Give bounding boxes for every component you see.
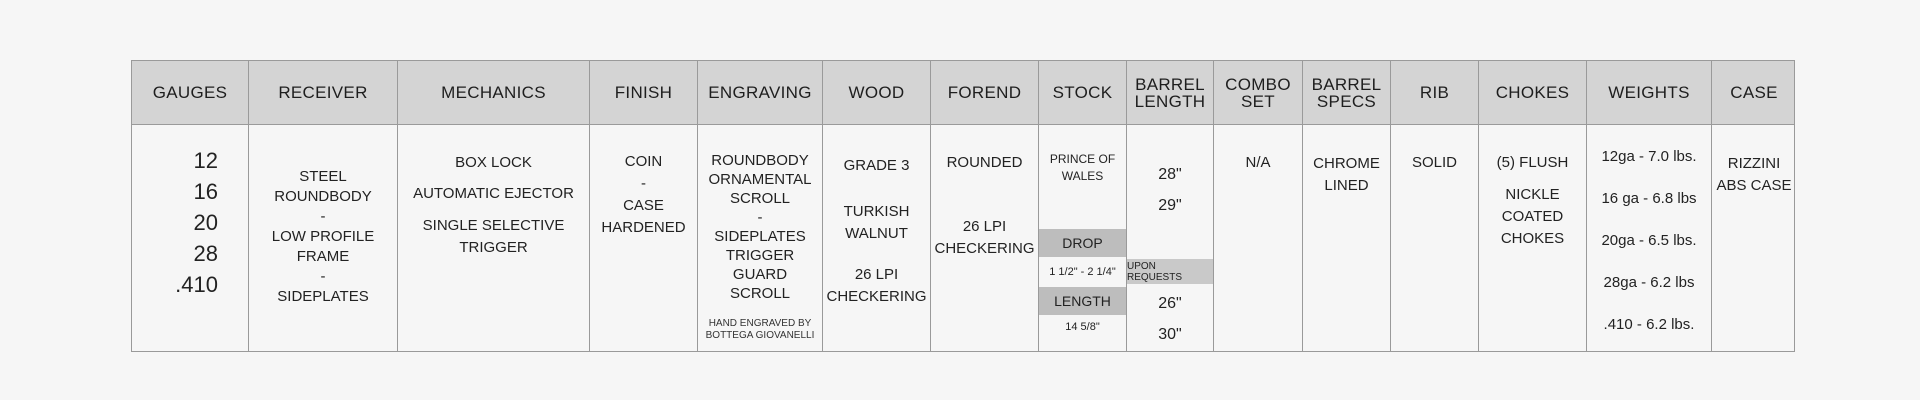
barrel-length-value: 28": [1158, 166, 1182, 183]
weight-value: 28ga - 6.2 lbs: [1603, 274, 1695, 291]
stock-style: PRINCE OF WALES: [1049, 152, 1116, 183]
receiver-text: STEEL ROUNDBODY - LOW PROFILE FRAME - SIDEPLATES: [271, 168, 375, 305]
mechanics-ejector: AUTOMATIC EJECTOR: [413, 185, 574, 202]
barrel-length-value: 30": [1158, 326, 1182, 343]
mechanics-trigger: SINGLE SELECTIVE TRIGGER: [422, 217, 565, 256]
header-finish: FINISH: [614, 83, 673, 102]
chokes-coated: NICKLE COATED CHOKES: [1500, 186, 1565, 247]
header-barrel-specs: BARREL SPECS: [1311, 74, 1382, 111]
gauge-value: .410: [175, 272, 218, 297]
mechanics-box-lock: BOX LOCK: [455, 154, 532, 171]
gauge-value: 12: [193, 148, 218, 173]
header-chokes: CHOKES: [1495, 83, 1570, 102]
header-mechanics: MECHANICS: [441, 83, 546, 102]
barrel-length-note: UPON REQUESTS: [1127, 259, 1213, 284]
wood-species: TURKISH WALNUT: [843, 203, 910, 242]
weight-value: 12ga - 7.0 lbs.: [1601, 148, 1697, 165]
gauge-value: 28: [193, 241, 218, 266]
chokes-flush: (5) FLUSH: [1496, 154, 1569, 171]
wood-checkering: 26 LPI CHECKERING: [826, 266, 927, 305]
stock-drop-value: 1 1/2" - 2 1/4": [1049, 266, 1116, 278]
spec-table: [131, 60, 1795, 352]
barrel-specs-value: CHROME LINED: [1313, 155, 1380, 194]
header-forend: FOREND: [947, 83, 1022, 102]
weight-value: 16 ga - 6.8 lbs: [1601, 190, 1697, 207]
barrel-length-value: 26": [1158, 295, 1182, 312]
header-stock: STOCK: [1052, 83, 1113, 102]
header-case: CASE: [1730, 83, 1778, 102]
engraving-text: ROUNDBODY ORNAMENTAL SCROLL - SIDEPLATES TRIGGER GUARD SCROLL: [708, 152, 812, 302]
header-engraving: ENGRAVING: [708, 83, 812, 102]
combo-set-value: N/A: [1245, 154, 1271, 171]
header-receiver: RECEIVER: [278, 83, 368, 102]
header-barrel-length: BARREL LENGTH: [1134, 74, 1206, 111]
forend-shape: ROUNDED: [946, 154, 1023, 171]
forend-checkering: 26 LPI CHECKERING: [934, 218, 1035, 257]
stock-length-label: LENGTH: [1039, 287, 1126, 315]
gauge-value: 16: [193, 179, 218, 204]
barrel-length-value: 29": [1158, 197, 1182, 214]
weight-value: .410 - 6.2 lbs.: [1603, 316, 1695, 333]
stock-drop-label: DROP: [1039, 229, 1126, 257]
finish-text: COIN - CASE HARDENED: [601, 153, 686, 236]
header-wood: WOOD: [848, 83, 905, 102]
header-combo-set: COMBO SET: [1225, 74, 1291, 111]
header-gauges: GAUGES: [152, 83, 228, 102]
header-weights: WEIGHTS: [1608, 83, 1690, 102]
engraving-note: HAND ENGRAVED BY BOTTEGA GIOVANELLI: [705, 318, 815, 341]
gauge-value: 20: [193, 210, 218, 235]
header-rib: RIB: [1419, 83, 1450, 102]
rib-value: SOLID: [1411, 154, 1457, 171]
case-value: RIZZINI ABS CASE: [1716, 155, 1792, 194]
weight-value: 20ga - 6.5 lbs.: [1601, 232, 1697, 249]
wood-grade: GRADE 3: [843, 157, 910, 174]
stock-length-value: 14 5/8": [1065, 321, 1100, 333]
